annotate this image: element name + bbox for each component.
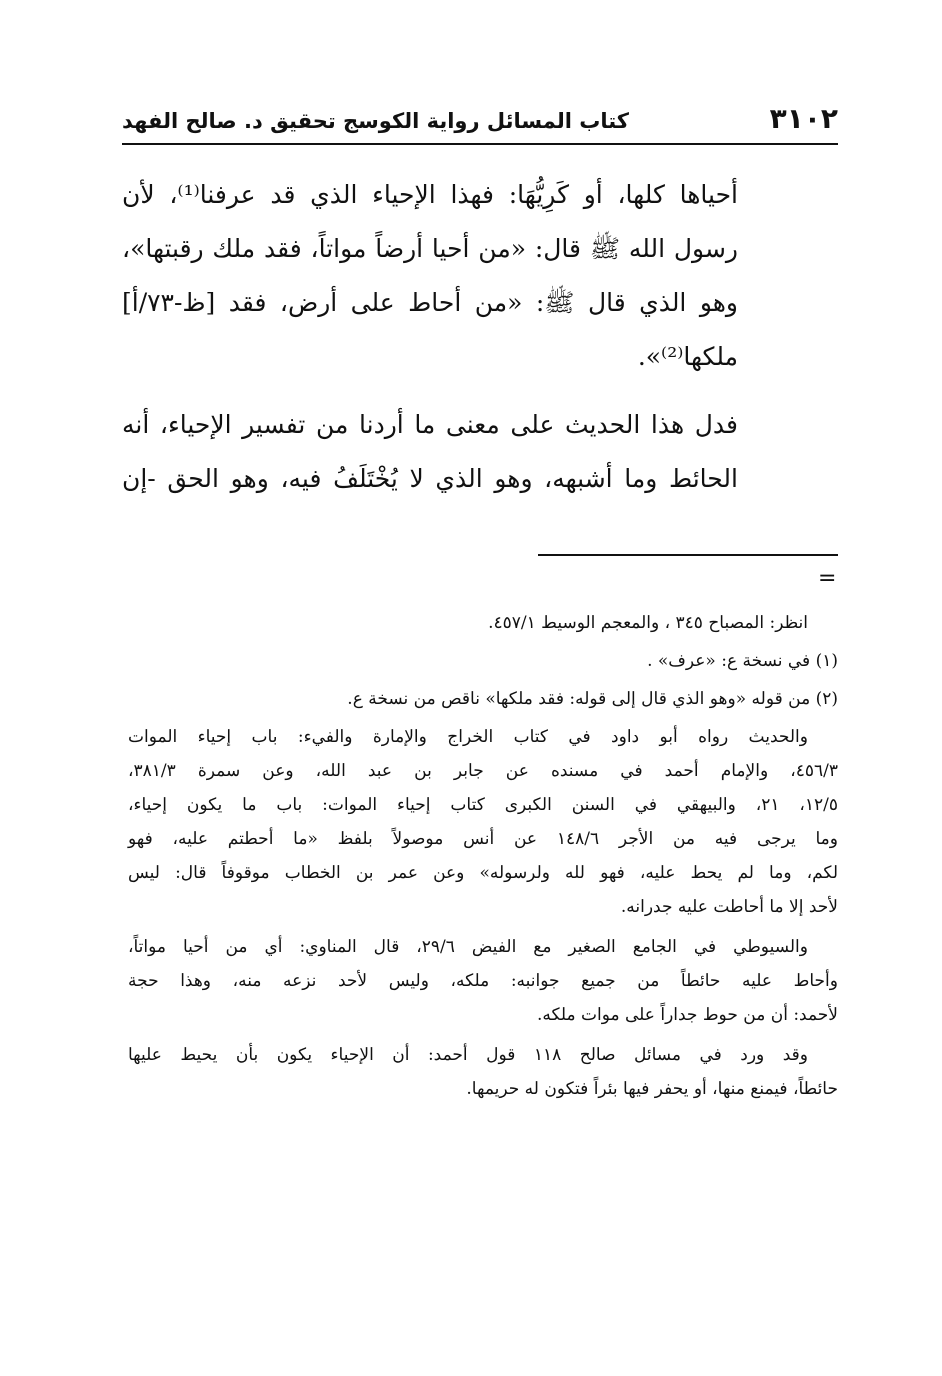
footnote-continuation-mark: = [818, 566, 837, 591]
footnote-line: والحديث رواه أبو داود في كتاب الخراج والإمارة والفيء: باب إحياء الموات [128, 727, 808, 747]
text-line: ملكها⁽²⁾». [637, 342, 738, 371]
footnote-line: وما يرجى فيه من الأجر ١٤٨/٦ عن أنس موصولاً بلفظ «ما أحطتم عليه، فهو [128, 829, 838, 849]
footnote-line: (١) في نسخة ع: «عرف» . [647, 651, 838, 671]
footnotes [128, 606, 838, 1106]
footnote-line: حائطاً، فيمنع منها، أو يحفر فيها بئراً فتكون له حريمها. [466, 1079, 838, 1099]
text-line: أحياها كلها، أو كَرِيُّهَا: فهذا الإحياء الذي قد عرفنا⁽¹⁾، لأن [122, 180, 738, 209]
footnote-line: لأحمد: أن من حوط جداراً على موات ملكه. [536, 1005, 838, 1025]
footnote-line: لأحد إلا ما أحاطت عليه جدرانه. [620, 897, 838, 917]
page-header [122, 92, 838, 136]
main-text [122, 168, 738, 506]
footnote-line: وأحاط عليه حائطاً من جميع جوانبه: ملكه، وليس لأحد نزعه منه، وهذا حجة [128, 971, 838, 991]
footnote-line: (٢) من قوله «وهو الذي قال إلى قوله: فقد ملكها» ناقص من نسخة ع. [347, 689, 838, 709]
page-number: ٣١٠٢ [769, 102, 838, 135]
header-rule [122, 143, 838, 145]
text-line: الحائط وما أشبهه، وهو الذي لا يُخْتَلَفُ فيه، وهو الحق -إن [122, 464, 738, 493]
text-line: وهو الذي قال ﷺ: «من أحاط على أرض، فقد [ظ-٧٣/أ] [122, 288, 738, 317]
footnote-separator [538, 554, 838, 556]
text-line: رسول الله ﷺ قال: «من أحيا أرضاً مواتاً، فقد ملك رقبتها»، [122, 234, 738, 263]
text-line: فدل هذا الحديث على معنى ما أردنا من تفسير الإحياء، أنه [122, 410, 738, 439]
footnote-line: ١٢/٥، ٢١، والبيهقي في السنن الكبرى كتاب إحياء الموات: باب ما يكون إحياء، [128, 795, 839, 815]
footnote-line: ٤٥٦/٣، والإمام أحمد في مسنده عن جابر بن عبد الله، وعن سمرة ٣٨١/٣، [128, 761, 838, 781]
footnote-line: والسيوطي في الجامع الصغير مع الفيض ٢٩/٦، قال المناوي: أي من أحيا مواتاً، [128, 937, 808, 957]
running-title: كتاب المسائل رواية الكوسج تحقيق د. صالح الفهد [122, 109, 629, 133]
footnote-line: وقد ورد في مسائل صالح ١١٨ قول أحمد: أن الإحياء يكون بأن يحيط عليها [128, 1045, 808, 1065]
footnote-line: لكم، وما لم يحط عليه، فهو لله ولرسوله» وعن عمر بن الخطاب موقوفاً قال: ليس [128, 863, 838, 883]
footnote-line: انظر: المصباح ٣٤٥ ، والمعجم الوسيط ٤٥٧/١. [488, 613, 808, 633]
